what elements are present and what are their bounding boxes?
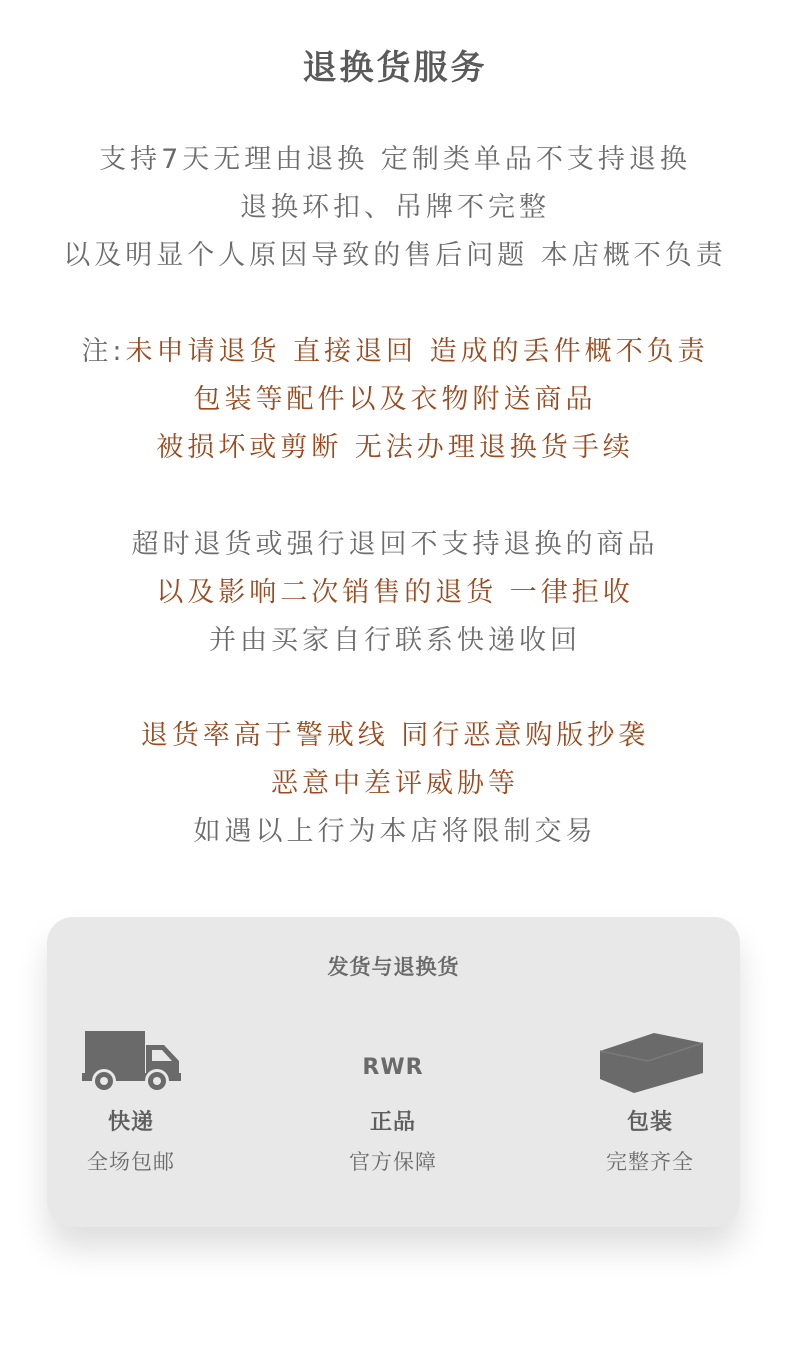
note-line — [0, 328, 790, 376]
service-card — [47, 917, 740, 1227]
policy-line: 并由买家自行联系快递收回 — [209, 625, 581, 656]
policy-line: 退换环扣、吊牌不完整 — [240, 192, 550, 223]
feature-title: 包装 — [626, 1110, 673, 1135]
policy-paragraph-1 — [0, 136, 790, 280]
service-card-title: 发货与退换货 — [327, 955, 460, 979]
feature-subtitle: 官方保障 — [349, 1150, 437, 1174]
policy-line: 支持7天无理由退换 定制类单品不支持退换 — [99, 144, 691, 175]
feature-title: 快递 — [107, 1110, 154, 1135]
note-text: 未申请退货 直接退回 造成的丢件概不负责 — [125, 336, 709, 367]
page-title: 退换货服务 — [302, 48, 488, 88]
feature-shipping — [31, 1025, 231, 1176]
policy-line: 超时退货或强行退回不支持退换的商品 — [131, 529, 659, 560]
feature-packaging — [550, 1025, 750, 1176]
feature-subtitle: 完整齐全 — [606, 1150, 694, 1174]
policy-line: 如遇以上行为本店将限制交易 — [193, 816, 597, 847]
note-prefix: 注: — [81, 336, 126, 367]
note-line: 包装等配件以及衣物附送商品 — [193, 384, 597, 415]
feature-authentic — [293, 1025, 493, 1176]
policy-line: 以及明显个人原因导致的售后问题 本店概不负责 — [63, 240, 727, 271]
note-line: 被损坏或剪断 无法办理退换货手续 — [156, 432, 634, 463]
truck-icon — [82, 1031, 182, 1095]
policy-line: 恶意中差评威胁等 — [271, 768, 519, 799]
policy-paragraph-3 — [0, 521, 790, 665]
policy-paragraph-4 — [0, 712, 790, 856]
rwr-logo: RWR — [362, 1055, 424, 1080]
feature-title: 正品 — [369, 1110, 416, 1135]
box-icon — [600, 1033, 704, 1095]
policy-line: 退货率高于警戒线 同行恶意购版抄袭 — [140, 720, 650, 751]
policy-paragraph-2 — [0, 328, 790, 472]
policy-line: 以及影响二次销售的退货 一律拒收 — [156, 577, 634, 608]
feature-subtitle: 全场包邮 — [87, 1150, 175, 1174]
